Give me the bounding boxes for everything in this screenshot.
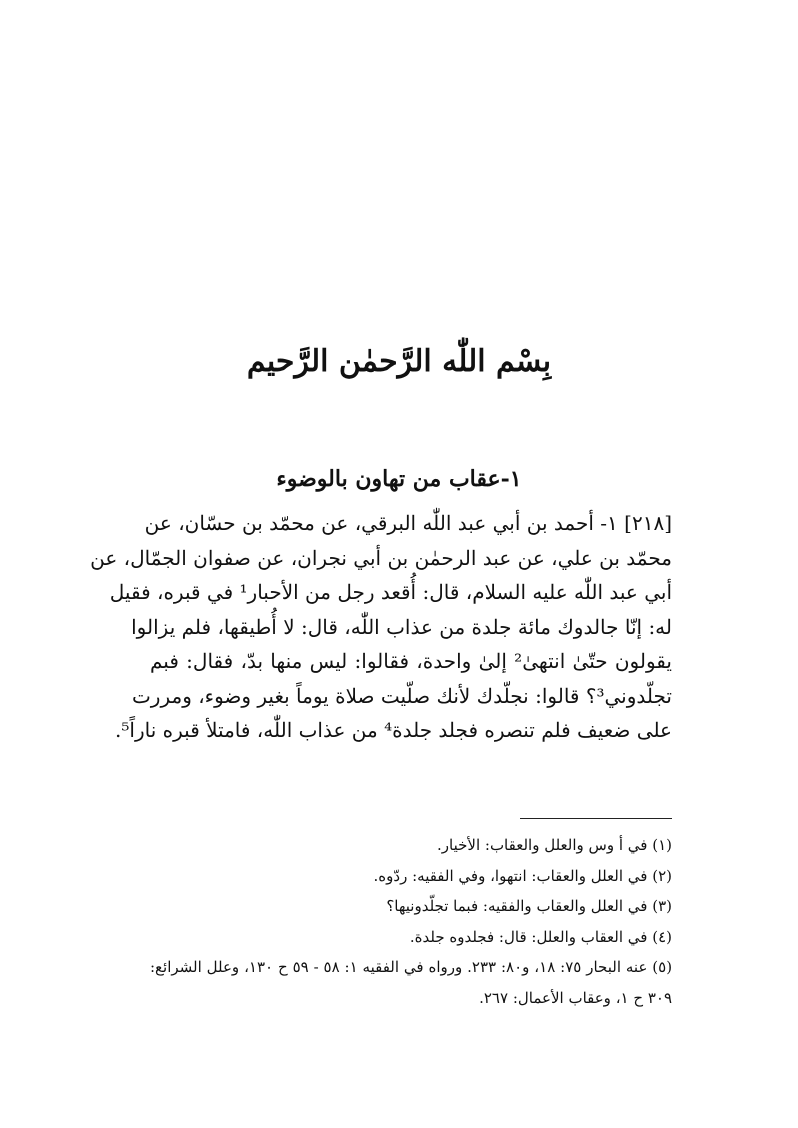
footnote-item: (٤) في العقاب والعلل: قال: فجلدوه جلدة. — [409, 927, 672, 946]
footnote-item: (٣) في العلل والعقاب والفقيه: فبما تجلّدونيها؟ — [386, 897, 672, 915]
footnote-divider — [520, 818, 672, 819]
body-line: يقولون حتّىٰ انتهىٰ² إلىٰ واحدة، فقالوا: ليس منها بدّ، فقال: فبم — [150, 649, 672, 673]
body-line: تجلّدوني³؟ قالوا: نجلّدك لأنك صلّيت صلاة يوماً بغير وضوء، ومررت — [131, 683, 672, 708]
basmala-heading: بِسْم اللّٰه الرَّحمٰن الرَّحيم — [246, 344, 552, 379]
body-line: محمّد بن علي، عن عبد الرحمٰن بن أبي نجران، عن صفوان الجمّال، عن — [90, 545, 672, 570]
chapter-title: ١-عقاب من تهاون بالوضوء — [276, 466, 522, 492]
footnote-item: (٢) في العلل والعقاب: انتهوا، وفي الفقيه: ردّوه. — [373, 866, 672, 885]
body-line: له: إنّا جالدوك مائة جلدة من عذاب اللّٰه، قال: لا أُطيقها، فلم يزالوا — [131, 614, 672, 639]
body-line: أبي عبد اللّٰه عليه السلام، قال: أُقعد رجل من الأحبار¹ في قبره، فقيل — [109, 580, 672, 604]
body-line: على ضعيف فلم تنصره فجلد جلدة⁴ من عذاب اللّٰه، فامتلأ قبره ناراً⁵. — [115, 718, 672, 742]
hadith-body — [90, 506, 672, 748]
footnote-item: (٥) عنه البحار ٧٥: ١٨، و٨٠: ٢٣٣. ورواه في الفقيه ١: ٥٨ - ٥٩ ح ١٣٠، وعلل الشرائع: — [150, 958, 673, 976]
footnotes — [150, 830, 672, 1013]
body-line: [٢١٨] ١- أحمد بن أبي عبد اللّٰه البرقي، عن محمّد بن حسّان، عن — [144, 511, 672, 535]
footnote-item: ٣٠٩ ح ١، وعقاب الأعمال: ٢٦٧. — [479, 988, 672, 1007]
footnote-item: (١) في أ وس والعلل والعقاب: الأخيار. — [437, 836, 672, 854]
